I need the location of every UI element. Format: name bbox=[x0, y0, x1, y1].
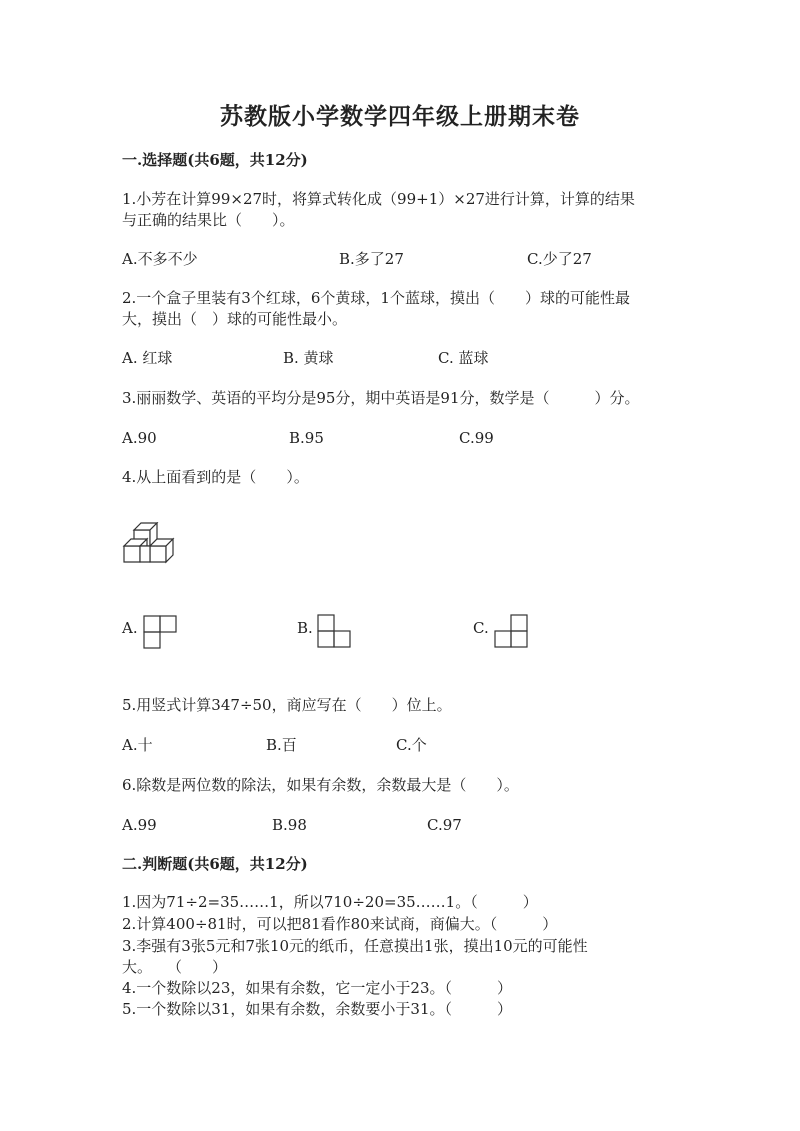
question-5-option-b: B.百 bbox=[266, 736, 297, 754]
question-5-line-1: 5.用竖式计算347÷50，商应写在（ ）位上。 bbox=[122, 696, 452, 714]
question-3-option-a: A.90 bbox=[122, 429, 157, 447]
section-heading-judgement: 二.判断题(共6题，共12分) bbox=[122, 855, 308, 873]
question-3-line-1: 3.丽丽数学、英语的平均分是95分，期中英语是91分，数学是（ ）分。 bbox=[122, 389, 640, 407]
question-6-line-1: 6.除数是两位数的除法，如果有余数，余数最大是（ ）。 bbox=[122, 776, 519, 794]
page-title: 苏教版小学数学四年级上册期末卷 bbox=[220, 103, 580, 130]
question-5-option-a: A.十 bbox=[122, 736, 153, 754]
question-1-option-b: B.多了27 bbox=[339, 250, 404, 268]
question-4-line-1: 4.从上面看到的是（ ）。 bbox=[122, 468, 309, 486]
question-4-option-c: C. bbox=[473, 619, 489, 637]
top-view-figure-b bbox=[317, 614, 353, 648]
question-2-line-2: 大，摸出（ ）球的可能性最小。 bbox=[122, 310, 348, 328]
judgement-line-1: 1.因为71÷2=35……1，所以710÷20=35……1。（ ） bbox=[122, 893, 538, 911]
judgement-line-6: 5.一个数除以31，如果有余数，余数要小于31。（ ） bbox=[122, 1000, 512, 1018]
question-4-option-b: B. bbox=[297, 619, 313, 637]
judgement-line-4: 大。 （ ） bbox=[122, 958, 228, 976]
question-6-option-a: A.99 bbox=[122, 816, 157, 834]
question-2-option-c: C. 蓝球 bbox=[438, 349, 489, 367]
question-6-option-c: C.97 bbox=[427, 816, 462, 834]
judgement-line-5: 4.一个数除以23，如果有余数，它一定小于23。（ ） bbox=[122, 979, 512, 997]
top-view-figure-a bbox=[143, 615, 179, 649]
question-3-option-c: C.99 bbox=[459, 429, 494, 447]
top-view-figure-c bbox=[494, 614, 530, 648]
question-1-line-2: 与正确的结果比（ ）。 bbox=[122, 211, 295, 229]
question-3-option-b: B.95 bbox=[289, 429, 324, 447]
question-1-option-a: A.不多不少 bbox=[122, 250, 198, 268]
section-heading-choice: 一.选择题(共6题，共12分) bbox=[122, 151, 308, 169]
judgement-line-2: 2.计算400÷81时，可以把81看作80来试商，商偏大。（ ） bbox=[122, 915, 558, 933]
judgement-line-3: 3.李强有3张5元和7张10元的纸币，任意摸出1张，摸出10元的可能性 bbox=[122, 937, 588, 955]
question-5-option-c: C.个 bbox=[396, 736, 427, 754]
question-1-line-1: 1.小芳在计算99×27时，将算式转化成（99+1）×27进行计算，计算的结果 bbox=[122, 190, 635, 208]
question-2-option-a: A. 红球 bbox=[122, 349, 173, 367]
question-4-option-a: A. bbox=[122, 619, 138, 637]
question-1-option-c: C.少了27 bbox=[527, 250, 592, 268]
question-2-line-1: 2.一个盒子里装有3个红球，6个黄球，1个蓝球，摸出（ ）球的可能性最 bbox=[122, 289, 630, 307]
cube-stack-figure bbox=[122, 522, 180, 568]
question-2-option-b: B. 黄球 bbox=[283, 349, 334, 367]
question-6-option-b: B.98 bbox=[272, 816, 307, 834]
